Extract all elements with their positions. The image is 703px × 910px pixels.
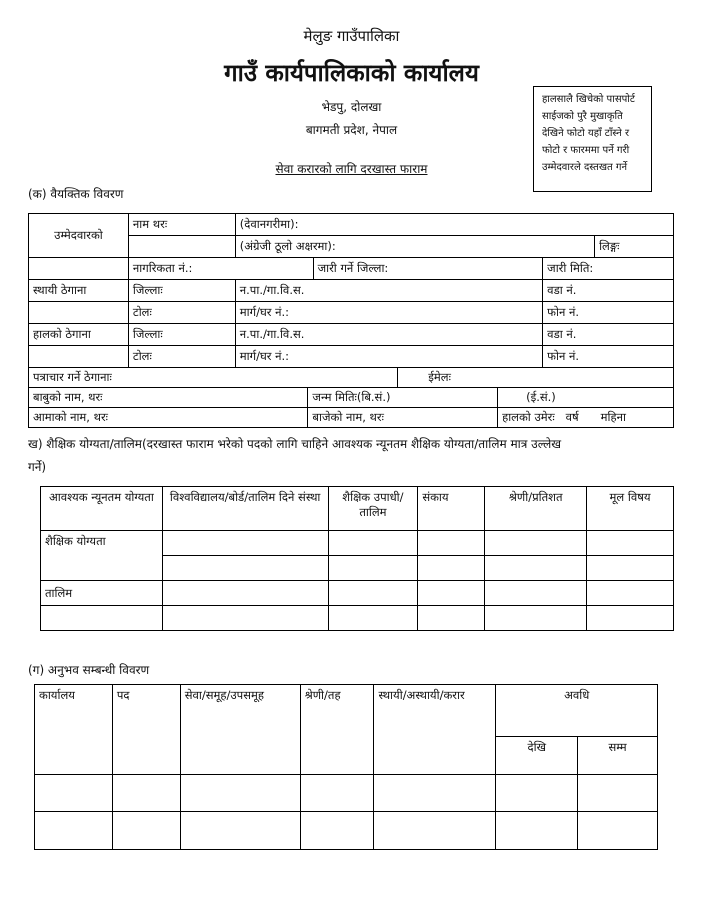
table-cell[interactable] [162,531,328,556]
family-details-table [28,367,674,428]
current-address-label: हालको ठेगाना [29,324,129,346]
issue-district-field[interactable]: जारी गर्ने जिल्ला: [313,258,543,280]
table-cell[interactable] [496,812,578,850]
section-b-title: ख) शैक्षिक योग्यता/तालिम(दरखास्त फाराम भरेको पदको लागि चाहिने आवश्यक न्यूनतम शैक्षिक योग्यता/तालिम मात्र उल्लेख [28,437,562,451]
table-cell[interactable] [578,812,658,850]
grandfather-name-field[interactable]: बाजेको नाम, थरः [308,408,498,428]
table-cell[interactable] [35,812,113,850]
table-cell[interactable] [578,775,658,812]
postal-address-field[interactable]: पत्राचार गर्ने ठेगानाः [29,368,398,388]
table-cell[interactable] [485,581,587,606]
issue-date-field[interactable]: जारी मिति: [543,258,674,280]
table-cell[interactable] [374,775,496,812]
header-from: देखि [496,737,578,775]
personal-details-table [28,213,674,368]
district-label: जिल्लाः [128,280,235,302]
ward-field[interactable]: वडा नं. [543,324,674,346]
table-cell[interactable] [35,775,113,812]
table-cell[interactable] [180,812,300,850]
phone-field[interactable]: फोन नं. [543,302,674,324]
section-c-title: (ग) अनुभव सम्बन्धी विवरण [28,663,150,677]
table-cell[interactable] [300,812,374,850]
email-field[interactable]: ईमेलः [398,368,674,388]
table-cell[interactable] [418,531,485,556]
months-label: महिना [600,410,626,424]
table-cell[interactable] [162,606,328,631]
table-cell[interactable] [418,606,485,631]
header-division: श्रेणी/प्रतिशत [485,487,587,531]
section-a-title: (क) वैयक्तिक विवरण [28,187,124,201]
table-cell[interactable] [328,606,418,631]
table-cell[interactable] [587,556,674,581]
header-office: कार्यालय [35,685,113,775]
road-field[interactable]: मार्ग/घर नं.: [235,302,542,324]
table-cell[interactable] [587,531,674,556]
table-cell[interactable] [485,531,587,556]
name-english-field[interactable]: (अंग्रेजी ठूलो अक्षरमा): [235,236,594,258]
name-label: नाम थरः [128,214,235,236]
photo-instruction-line: उम्मेदवारले दस्तखत गर्ने [542,162,628,173]
table-cell[interactable] [374,812,496,850]
photo-box [533,86,652,192]
photo-instruction-line: हालसालै खिचेको पासपोर्ट [542,94,635,105]
mother-name-field[interactable]: आमाको नाम, थरः [29,408,308,428]
header-institution: विश्वविद्यालय/बोर्ड/तालिम दिने संस्था [162,487,328,531]
header-post: पद [112,685,180,775]
district-label: जिल्लाः [128,324,235,346]
tole-label: टोलः [128,346,235,368]
photo-instruction-line: फोटो र फारममा पर्ने गरी [542,145,630,156]
header-level: श्रेणी/तह [300,685,374,775]
training-row-label: तालिम [41,581,163,606]
table-cell[interactable] [418,556,485,581]
dob-bs-field[interactable]: जन्म मितिः(बि.सं.) [308,388,498,408]
age-label: हालको उमेरः [502,410,555,424]
permanent-address-label: स्थायी ठेगाना [29,280,129,302]
header-min-qualification: आवश्यक न्यूनतम योग्यता [41,487,163,531]
table-cell[interactable] [485,606,587,631]
tole-label: टोलः [128,302,235,324]
candidate-label: उम्मेदवारको [29,214,129,258]
table-cell[interactable] [112,812,180,850]
table-cell[interactable] [300,775,374,812]
dob-ad-field[interactable]: (ई.सं.) [498,388,674,408]
section-b-title-cont: गर्ने) [28,460,47,474]
table-cell[interactable] [328,556,418,581]
table-cell[interactable] [587,581,674,606]
municipality-name: मेलुङ गाउँपालिका [303,27,400,45]
table-cell[interactable] [418,581,485,606]
municipality-field[interactable]: न.पा./गा.वि.स. [235,280,542,302]
experience-table [34,684,658,850]
header-to: सम्म [578,737,658,775]
name-devanagari-field[interactable]: (देवानगरीमा): [235,214,673,236]
road-field[interactable]: मार्ग/घर नं.: [235,346,542,368]
table-cell[interactable] [496,775,578,812]
education-table [40,486,674,631]
table-cell[interactable] [485,556,587,581]
office-title: गाउँ कार्यपालिकाको कार्यालय [224,59,479,87]
table-cell[interactable] [162,581,328,606]
form-title: सेवा करारको लागि दरखास्त फाराम [275,162,428,176]
address-line-1: भेडपु, दोलखा [321,100,382,114]
gender-field[interactable]: लिङ्गः [595,236,674,258]
photo-instruction-line: साईजको पुरै मुखाकृति [542,111,623,122]
table-cell[interactable] [328,531,418,556]
citizenship-field[interactable]: नागरिकता नं.: [128,258,313,280]
table-cell[interactable] [162,556,328,581]
municipality-field[interactable]: न.पा./गा.वि.स. [235,324,542,346]
header-faculty: संकाय [418,487,485,531]
header-major-subject: मूल विषय [587,487,674,531]
age-field[interactable] [498,408,674,428]
ward-field[interactable]: वडा नं. [543,280,674,302]
education-row-label: शैक्षिक योग्यता [41,531,163,556]
table-cell[interactable] [180,775,300,812]
father-name-field[interactable]: बाबुको नाम, थरः [29,388,308,408]
address-line-2: बागमती प्रदेश, नेपाल [305,123,398,137]
phone-field[interactable]: फोन नं. [543,346,674,368]
table-cell[interactable] [587,606,674,631]
header-degree: शैक्षिक उपाधी/तालिम [328,487,418,531]
header-service-group: सेवा/समूह/उपसमूह [180,685,300,775]
photo-instruction-line: देखिने फोटो यहाँ टाँस्ने र [542,128,630,139]
table-cell[interactable] [328,581,418,606]
years-label: वर्ष [565,410,579,424]
header-employment-type: स्थायी/अस्थायी/करार [374,685,496,775]
header-duration: अवधि [496,685,658,737]
table-cell[interactable] [112,775,180,812]
